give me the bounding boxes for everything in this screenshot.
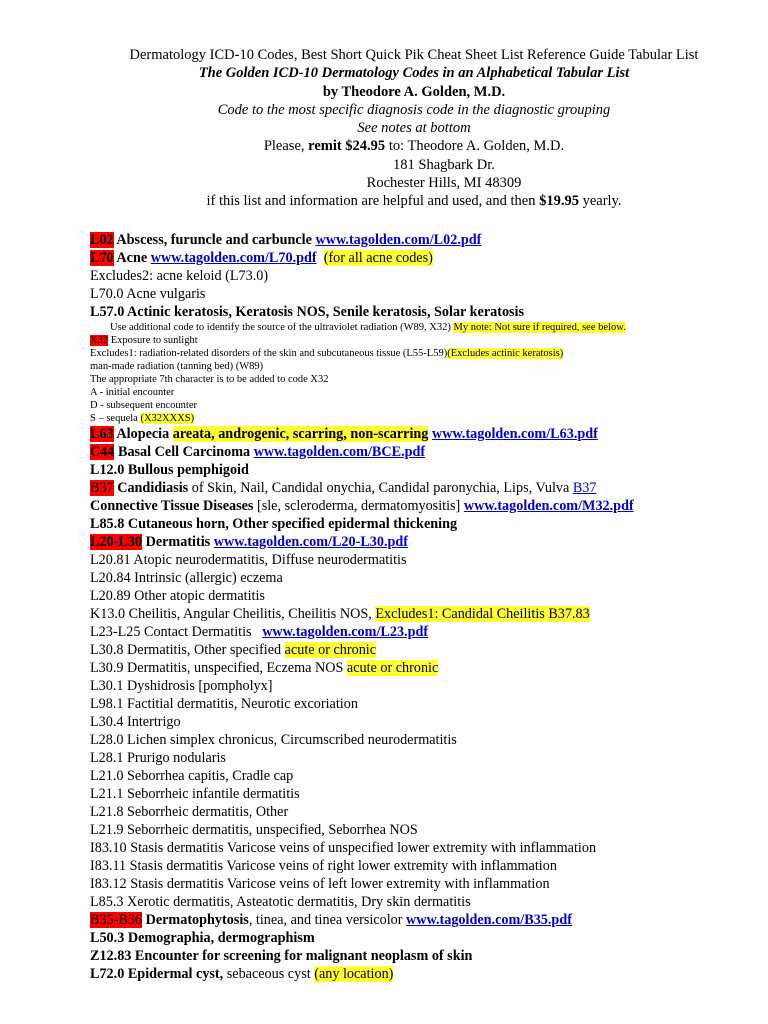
entry-b35-b36: [90, 911, 748, 929]
highlight-note: (X32XXXS): [140, 412, 195, 424]
entry-text: L23-L25 Contact Dermatitis: [90, 623, 256, 640]
entry-label: Abscess, furuncle and carbuncle: [113, 231, 316, 248]
address-line-1: 181 Shagbark Dr.: [393, 156, 495, 173]
code-badge: B37: [90, 479, 114, 496]
entry-l50-3: L50.3 Demographia, dermographism: [90, 929, 315, 946]
entry-x32: [90, 334, 748, 347]
entry-c44: [90, 443, 748, 461]
highlight-note: (any location): [314, 965, 394, 982]
entry-l63: [90, 425, 748, 443]
entry-l30-9: [90, 659, 748, 677]
header-instruction: Code to the most specific diagnosis code in the diagnostic grouping: [217, 101, 611, 118]
entry-seventh-char: The appropriate 7th character is to be added to code X32: [90, 373, 329, 385]
entry-l21-0: L21.0 Seborrhea capitis, Cradle cap: [90, 767, 294, 784]
entry-l57-use: [90, 321, 748, 334]
note-text: Use additional code to identify the source of the ultraviolet radiation (W89, X32): [110, 321, 451, 333]
code-badge: L70: [90, 249, 114, 266]
yearly-amount: $19.95: [539, 193, 579, 210]
pdf-link[interactable]: www.tagolden.com/L70.pdf: [150, 249, 317, 266]
entry-l85-3: L85.3 Xerotic dermatitis, Asteatotic dermatitis, Dry skin dermatitis: [90, 893, 471, 910]
entry-l21-9: L21.9 Seborrheic dermatitis, unspecified, Seborrhea NOS: [90, 821, 418, 838]
pdf-link[interactable]: www.tagolden.com/BCE.pdf: [253, 443, 426, 460]
entry-l70-0: L70.0 Acne vulgaris: [90, 285, 206, 302]
entry-text: L30.8 Dermatitis, Other specified: [90, 641, 285, 658]
entry-l12: L12.0 Bullous pemphigoid: [90, 461, 249, 478]
entry-l28-1: L28.1 Prurigo nodularis: [90, 749, 226, 766]
entry-l28-0: L28.0 Lichen simplex chronicus, Circumscribed neurodermatitis: [90, 731, 457, 748]
highlight-note: (for all acne codes): [323, 249, 433, 266]
remit-line: [80, 137, 748, 155]
pdf-link[interactable]: www.tagolden.com/L63.pdf: [431, 425, 598, 442]
code-link[interactable]: B37: [572, 479, 597, 496]
entry-l30-8: [90, 641, 748, 659]
code-list: [90, 231, 748, 983]
pdf-link[interactable]: www.tagolden.com/B35.pdf: [406, 911, 572, 928]
entry-l70: [90, 249, 748, 267]
entry-label: Candidiasis: [113, 479, 189, 496]
entry-text: sebaceous cyst: [223, 965, 315, 982]
remit-amount: remit $24.95: [308, 138, 386, 155]
entry-l20-89: L20.89 Other atopic dermatitis: [90, 587, 265, 604]
entry-label: Dermatitis: [142, 533, 214, 550]
code-badge: L63: [90, 425, 114, 442]
yearly-line: [80, 192, 748, 210]
entry-excludes1: [90, 347, 748, 360]
entry-char-d: D - subsequent encounter: [90, 399, 198, 411]
entry-l20-84: L20.84 Intrinsic (allergic) eczema: [90, 569, 283, 586]
code-badge: B35-B36: [90, 911, 143, 928]
entry-l21-8: L21.8 Seborrheic dermatitis, Other: [90, 803, 289, 820]
entry-l23: [90, 623, 748, 641]
entry-text: K13.0 Cheilitis, Angular Cheilitis, Cheilitis NOS,: [90, 605, 376, 622]
entry-label: L72.0 Epidermal cyst,: [90, 965, 224, 982]
entry-text: [sle, scleroderma, dermatomyositis]: [253, 497, 464, 514]
entry-l85-8: L85.8 Cutaneous horn, Other specified epidermal thickening: [90, 515, 458, 532]
entry-k13: [90, 605, 748, 623]
entry-i83-11: I83.11 Stasis dermatitis Varicose veins of right lower extremity with inflammation: [90, 857, 557, 874]
entry-connective-tissue: [90, 497, 748, 515]
yearly-prefix: if this list and information are helpful and used, and then: [206, 193, 540, 210]
pdf-link[interactable]: www.tagolden.com/M32.pdf: [463, 497, 634, 514]
highlight-note: areata, androgenic, scarring, non-scarring: [172, 425, 429, 442]
entry-text: of Skin, Nail, Candidal onychia, Candidal paronychia, Lips, Vulva: [188, 479, 573, 496]
code-badge: L20-L30: [90, 533, 143, 550]
highlight-note: acute or chronic: [284, 641, 377, 658]
entry-i83-10: I83.10 Stasis dermatitis Varicose veins of unspecified lower extremity with inflammation: [90, 839, 597, 856]
address-line-2: Rochester Hills, MI 48309: [366, 175, 522, 192]
entry-l98-1: L98.1 Factitial dermatitis, Neurotic excoriation: [90, 695, 358, 712]
header-notes-ref: See notes at bottom: [357, 120, 471, 137]
entry-z12-83: Z12.83 Encounter for screening for malignant neoplasm of skin: [90, 947, 473, 964]
remit-suffix: to: Theodore A. Golden, M.D.: [385, 138, 565, 155]
entry-label: Connective Tissue Diseases: [90, 497, 254, 514]
header-title: Dermatology ICD-10 Codes, Best Short Quick Pik Cheat Sheet List Reference Guide Tabular List: [129, 47, 699, 63]
remit-prefix: Please,: [263, 138, 309, 155]
entry-char-a: A - initial encounter: [90, 386, 175, 398]
entry-text: L30.9 Dermatitis, unspecified, Eczema NOS: [90, 659, 347, 676]
entry-l57: L57.0 Actinic keratosis, Keratosis NOS, Senile keratosis, Solar keratosis: [90, 303, 525, 320]
code-badge: C44: [90, 443, 115, 460]
note-text: Excludes1: radiation-related disorders of the skin and subcutaneous tissue (L55-L59): [90, 347, 448, 359]
highlight-note: acute or chronic: [346, 659, 439, 676]
document-header: [80, 0, 748, 211]
pdf-link[interactable]: www.tagolden.com/L02.pdf: [315, 231, 482, 248]
entry-l02: [90, 231, 748, 249]
header-subtitle: The Golden ICD-10 Dermatology Codes in an Alphabetical Tabular List: [198, 65, 630, 82]
entry-l30-4: L30.4 Intertrigo: [90, 713, 181, 730]
highlight-note: My note: Not sure if required, see below.: [453, 321, 626, 333]
entry-char-s: [90, 412, 748, 425]
highlight-note: Excludes1: Candidal Cheilitis B37.83: [375, 605, 590, 622]
entry-text: , tinea, and tinea versicolor: [248, 911, 407, 928]
code-badge: L02: [90, 231, 114, 248]
highlight-note: (Excludes actinic keratosis): [447, 347, 564, 359]
pdf-link[interactable]: www.tagolden.com/L23.pdf: [262, 623, 429, 640]
pdf-link[interactable]: www.tagolden.com/L20-L30.pdf: [213, 533, 409, 550]
entry-l20-81: L20.81 Atopic neurodermatitis, Diffuse neurodermatitis: [90, 551, 407, 568]
entry-i83-12: I83.12 Stasis dermatitis Varicose veins of left lower extremity with inflammation: [90, 875, 550, 892]
entry-l20-l30: [90, 533, 748, 551]
entry-label: Alopecia: [113, 425, 173, 442]
entry-l70-excludes: Excludes2: acne keloid (L73.0): [90, 267, 269, 284]
entry-l72-0: [90, 965, 748, 983]
entry-label: Basal Cell Carcinoma: [114, 443, 254, 460]
entry-manmade: man-made radiation (tanning bed) (W89): [90, 360, 264, 372]
note-text: S – sequela: [90, 412, 141, 424]
code-badge: X32: [90, 334, 109, 346]
entry-l30-1: L30.1 Dyshidrosis [pompholyx]: [90, 677, 273, 694]
yearly-suffix: yearly.: [578, 193, 622, 210]
entry-label: Acne: [113, 249, 151, 266]
entry-label: Dermatophytosis: [142, 911, 249, 928]
entry-b37: [90, 479, 748, 497]
entry-l21-1: L21.1 Seborrheic infantile dermatitis: [90, 785, 300, 802]
note-text: Exposure to sunlight: [108, 334, 198, 346]
header-author: by Theodore A. Golden, M.D.: [322, 83, 506, 100]
